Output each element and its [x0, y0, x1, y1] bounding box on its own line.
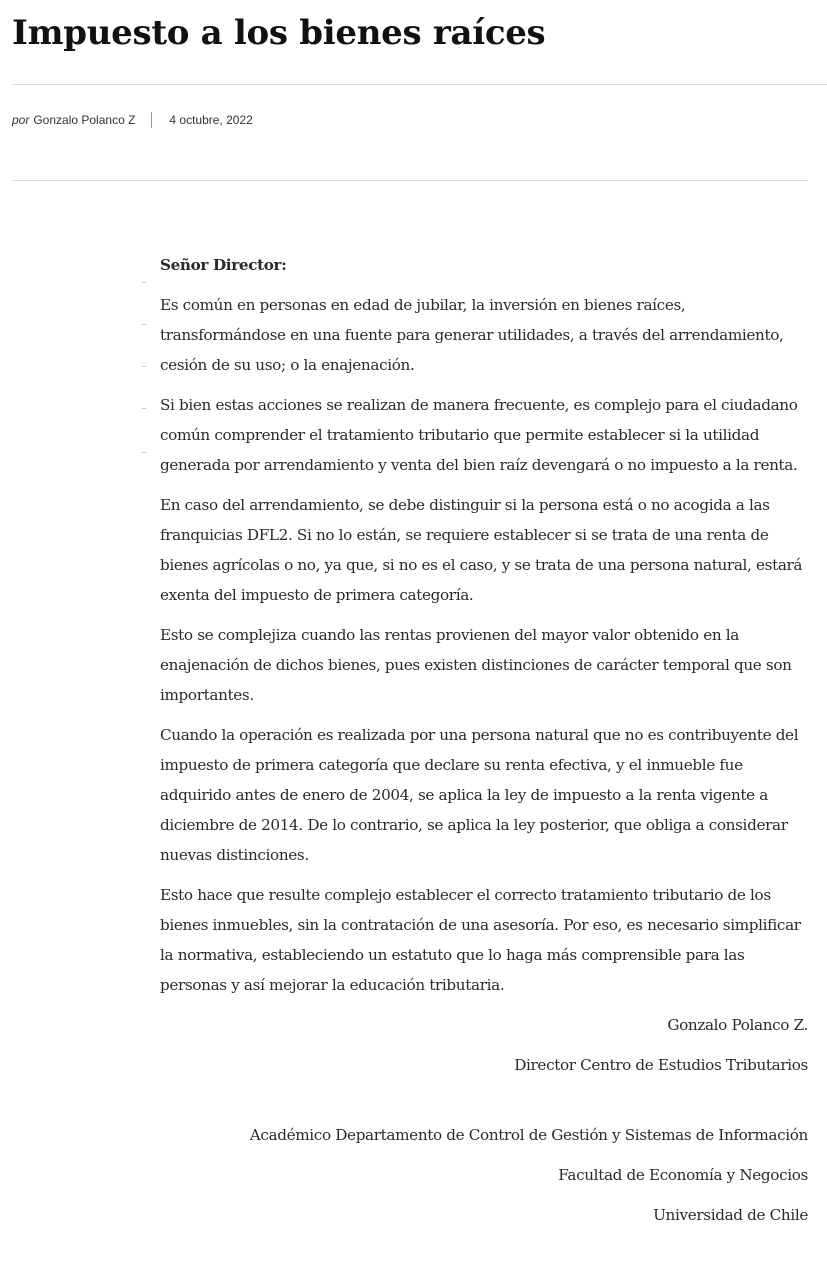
signature-role: Director Centro de Estudios Tributarios: [514, 1056, 808, 1074]
signature-university: Universidad de Chile: [653, 1206, 808, 1224]
signature-department: Académico Departamento de Control de Gestión y Sistemas de Información: [249, 1126, 808, 1144]
letter-body: [160, 250, 808, 1240]
margin-mark: [142, 452, 146, 453]
publish-date: 4 octubre, 2022: [169, 113, 253, 127]
letter-greeting: Señor Director:: [160, 256, 287, 274]
title-divider: [12, 84, 827, 85]
margin-mark: [142, 366, 146, 367]
meta-separator: [151, 112, 152, 128]
margin-mark: [142, 282, 146, 283]
byline-prefix: por: [12, 113, 30, 127]
author-link[interactable]: Gonzalo Polanco Z: [33, 113, 136, 127]
letter-paragraph: Si bien estas acciones se realizan de manera frecuente, es complejo para el ciudadano común comprender el tratamiento tributario que permite establecer si la utilidad generada por arrendamiento y venta del bien raíz devengará o no impuesto a la renta.: [160, 396, 798, 474]
meta-divider: [12, 180, 808, 181]
letter-paragraph: En caso del arrendamiento, se debe distinguir si la persona está o no acogida a las franquicias DFL2. Si no lo están, se requiere establecer si se trata de una renta de bienes agrícolas o no, ya que, si no es el caso, y se trata de una persona natural, estará exenta del impuesto de primera categoría.: [160, 496, 803, 604]
letter-paragraph: Cuando la operación es realizada por una persona natural que no es contribuyente del impuesto de primera categoría que declare su renta efectiva, y el inmueble fue adquirido antes de enero de 2004, se aplica la ley de impuesto a la renta vigente a diciembre de 2014. De lo contrario, se aplica la ley posterior, que obliga a considerar nuevas distinciones.: [160, 726, 799, 864]
margin-mark: [142, 408, 146, 409]
margin-marks: [142, 270, 148, 470]
signature-faculty: Facultad de Economía y Negocios: [558, 1166, 808, 1184]
margin-mark: [142, 324, 146, 325]
letter-paragraph: Esto hace que resulte complejo establecer el correcto tratamiento tributario de los bienes inmuebles, sin la contratación de una asesoría. Por eso, es necesario simplificar la normativa, estableciendo un estatuto que lo haga más comprensible para las personas y así mejorar la educación tributaria.: [160, 886, 801, 994]
article-meta: [12, 110, 253, 130]
letter-paragraph: Es común en personas en edad de jubilar, la inversión en bienes raíces, transformándose en una fuente para generar utilidades, a través del arrendamiento, cesión de su uso; o la enajenación.: [160, 296, 784, 374]
signature-name: Gonzalo Polanco Z.: [667, 1016, 808, 1034]
article-title: Impuesto a los bienes raíces: [12, 13, 546, 53]
letter-paragraph: Esto se complejiza cuando las rentas provienen del mayor valor obtenido en la enajenación de dichos bienes, pues existen distinciones de carácter temporal que son importantes.: [160, 626, 792, 704]
